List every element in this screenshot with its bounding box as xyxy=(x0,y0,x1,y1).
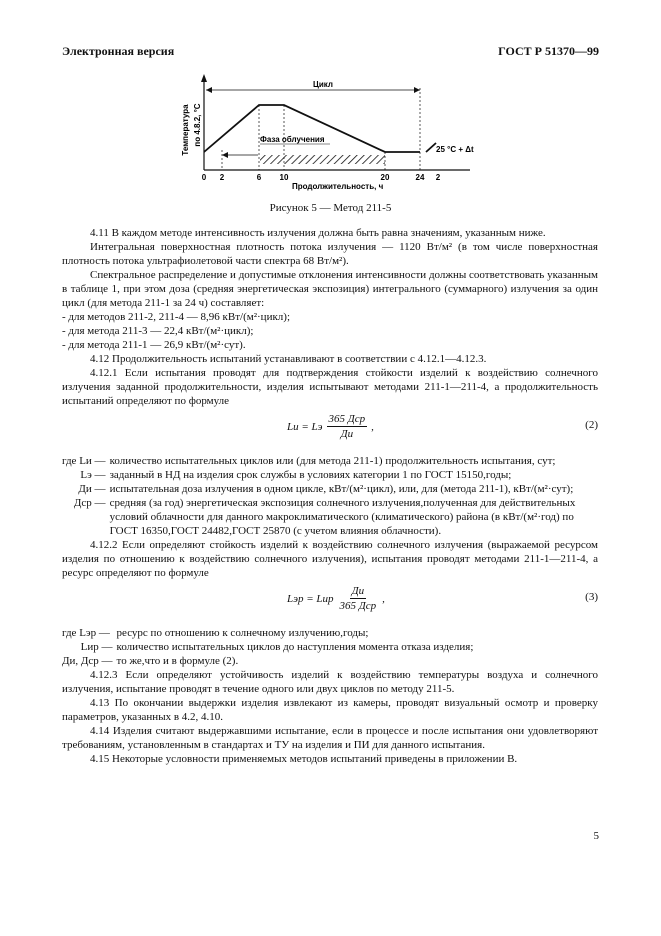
tick-24: 24 xyxy=(415,173,425,182)
cycle-label: Цикл xyxy=(313,80,333,89)
figure-caption: Рисунок 5 — Метод 211-5 xyxy=(269,202,392,214)
body-text xyxy=(62,226,598,766)
where-2 xyxy=(62,454,598,538)
tick-2b: 2 xyxy=(435,173,441,182)
para-integral: Интегральная поверхностная плотность потока излучения — 1120 Вт/м² (в том числе поверхностная плотность потока ультрафиолетовой части спектра 68 Вт/м²). xyxy=(62,241,598,267)
where-description: количество испытательных циклов или (для метода 211-1) продолжительность испытания, сут; xyxy=(109,455,556,467)
formula-3-tail: , xyxy=(382,592,385,605)
header-left: Электронная версия xyxy=(62,44,175,58)
where-description: испытательная доза излучения в одном цикле, кВт/(м²·цикл), или, для (метода 211-1), кВт/(м²·сут); xyxy=(109,483,574,495)
para-4-12-3: 4.12.3 Если определяют устойчивость изделий к воздействию температуры воздуха и солнечного излучения, испытание проводят в течение одного или двух циклов по методу 211-5. xyxy=(62,669,598,695)
where-symbol: Ди, Дср — xyxy=(62,655,113,667)
where-symbol: где Lи — xyxy=(62,455,106,467)
para-4-12-1: 4.12.1 Если испытания проводят для подтверждения стойкости изделий к воздействию солнечного излучения заданной продолжительности, изделия испытывают методами 211-1—211-4, а продолжительность испытаний определяют по формуле xyxy=(62,367,598,407)
where-description: заданный в НД на изделия срок службы в условиях категории 1 по ГОСТ 15150,годы; xyxy=(109,469,512,481)
where-symbol: где Lэр — xyxy=(62,627,110,639)
where-symbol: Lэ — xyxy=(80,469,106,481)
formula-3-lhs: Lэр = Lир xyxy=(287,592,334,605)
where-description: количество испытательных циклов до наступления момента отказа изделия; xyxy=(116,641,474,653)
tick-10: 10 xyxy=(279,173,289,182)
formula-2-tail: , xyxy=(371,420,374,433)
header-right: ГОСТ Р 51370—99 xyxy=(498,44,599,58)
x-ticks xyxy=(202,173,441,182)
para-4-12: 4.12 Продолжительность испытаний устанавливают в соответствии с 4.12.1—4.12.3. xyxy=(90,353,487,365)
irradiation-hatch xyxy=(260,155,385,164)
where-description: то же,что и в формуле (2). xyxy=(116,655,239,667)
where-symbol: Ди — xyxy=(78,483,106,495)
formula-2-denominator: Ди xyxy=(340,428,354,440)
temp-label: 25 °С + Δt xyxy=(436,145,474,154)
para-spectral: Спектральное распределение и допустимые отклонения интенсивности должны соответствовать указанным в таблице 1, при этом доза (средняя энергетическая экспозиция) интегрального (суммарного) излучения за один цикл (для метода 211-1 за 24 ч) составляет: xyxy=(62,269,598,309)
formula-2-numerator: 365 Дср xyxy=(328,413,366,425)
tick-0: 0 xyxy=(201,173,207,182)
para-4-11: 4.11 В каждом методе интенсивность излучения должна быть равна значениям, указанным ниже. xyxy=(90,227,546,239)
tick-20: 20 xyxy=(380,173,390,182)
formula-2-fraction xyxy=(327,412,368,441)
page-number: 5 xyxy=(593,830,599,842)
formula-3-fraction xyxy=(338,584,379,613)
figure-xlabel: Продолжительность, ч xyxy=(292,182,384,191)
formula-2-lhs: Lи = Lэ xyxy=(287,420,323,433)
para-4-12-2: 4.12.2 Если определяют стойкость изделий к воздействию солнечного излучения (выражаемой ресурсом изделия по отношению к воздействию солнечного излучения), испытания проводят методами 211-1—211-4, а ресурс определяют по формуле xyxy=(62,539,598,579)
where-description: ресурс по отношению к солнечному излучению,годы; xyxy=(116,627,369,639)
tick-2: 2 xyxy=(219,173,225,182)
para-4-13: 4.13 По окончании выдержки изделия извлекают из камеры, проводят визуальный осмотр и проверку параметров, указанных в 4.2, 4.10. xyxy=(62,697,598,723)
figure-method-211-5 xyxy=(180,70,480,200)
where-symbol: Lир — xyxy=(80,641,113,653)
formula-3 xyxy=(62,584,598,624)
formula-3-number: (3) xyxy=(585,591,598,603)
formula-2-number: (2) xyxy=(585,419,598,431)
para-4-14: 4.14 Изделия считают выдержавшими испытание, если в процессе и после испытания они удовлетворяют требованиям, установленным в стандартах и ТУ на изделия и ПИ для данного испытания. xyxy=(62,725,598,751)
dose-item: - для метода 211-1 — 26,9 кВт/(м²·сут). xyxy=(62,339,246,351)
where-3 xyxy=(62,626,598,668)
para-4-15: 4.15 Некоторые условности применяемых методов испытаний приведены в приложении В. xyxy=(90,753,518,765)
dose-item: - для методов 211-2, 211-4 — 8,96 кВт/(м²·цикл); xyxy=(62,311,291,323)
tick-6: 6 xyxy=(256,173,262,182)
phase-label: Фаза облучения xyxy=(260,135,325,144)
formula-2 xyxy=(62,412,598,452)
formula-3-denominator: 365 Дср xyxy=(339,600,377,612)
where-description: средняя (за год) энергетическая экспозиция солнечного излучения,полученная для действительных условий облачности для данного макроклиматического (климатического) района (в кВт/(м²·год) по ГОСТ 16350,ГОСТ 24482,ГОСТ 25870 (с учетом влияния облачности). xyxy=(109,497,576,537)
dose-item: - для метода 211-3 — 22,4 кВт/(м²·цикл); xyxy=(62,325,254,337)
figure-ylabel-2: по 4.8.2, °С xyxy=(193,103,202,147)
where-symbol: Дср — xyxy=(73,497,106,509)
formula-3-numerator: Ди xyxy=(351,585,365,597)
figure-ylabel-1: Температура xyxy=(181,104,190,156)
